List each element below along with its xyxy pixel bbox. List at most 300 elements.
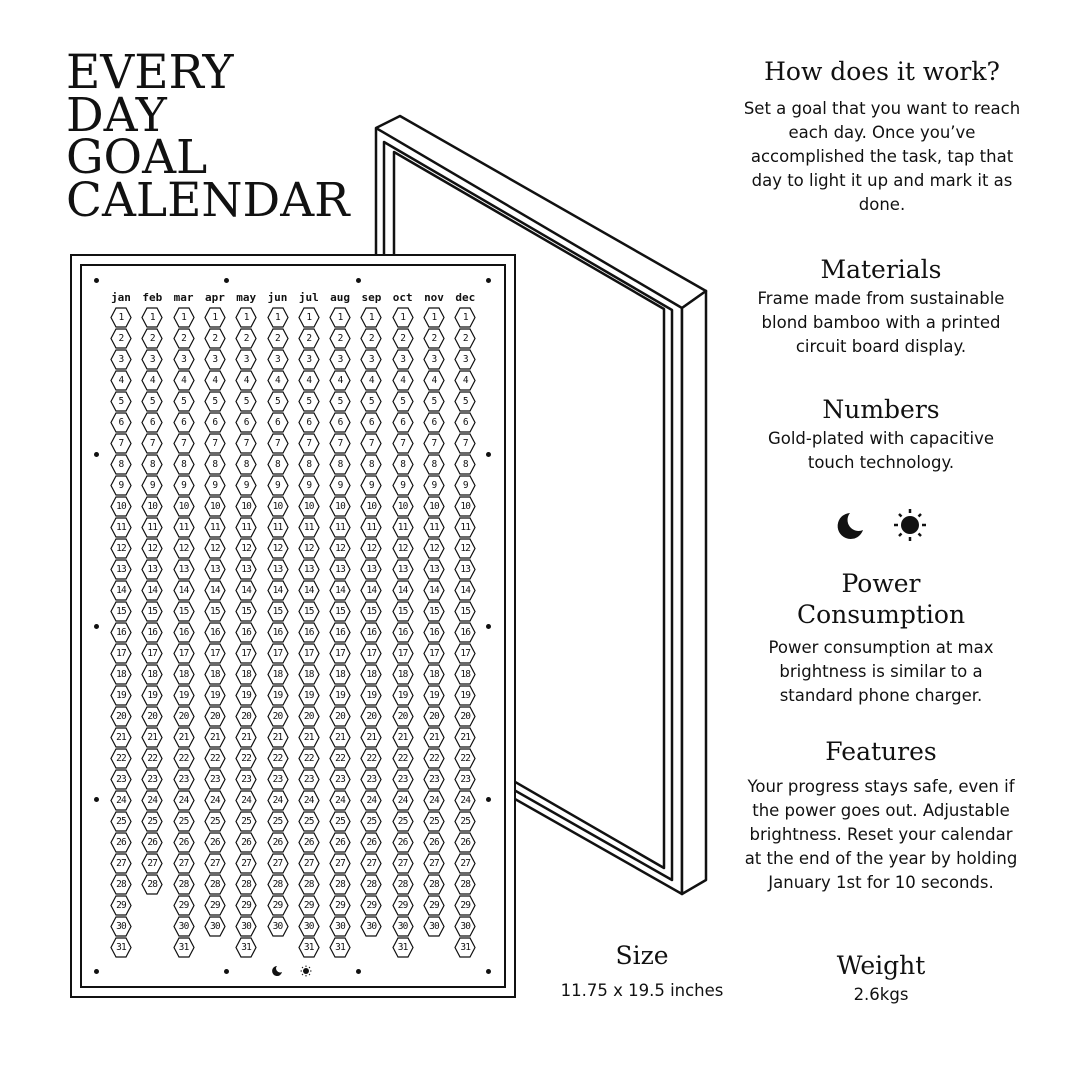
day-button[interactable] bbox=[235, 370, 257, 391]
day-button[interactable] bbox=[173, 433, 195, 454]
day-button[interactable] bbox=[423, 853, 445, 874]
day-button[interactable] bbox=[360, 748, 382, 769]
day-button[interactable] bbox=[360, 790, 382, 811]
day-button[interactable] bbox=[141, 454, 163, 475]
day-button[interactable] bbox=[298, 874, 320, 895]
day-button[interactable] bbox=[298, 916, 320, 937]
day-button[interactable] bbox=[173, 559, 195, 580]
day-button[interactable] bbox=[329, 559, 351, 580]
day-button[interactable] bbox=[392, 685, 414, 706]
day-button[interactable] bbox=[173, 895, 195, 916]
day-button[interactable] bbox=[267, 391, 289, 412]
day-button[interactable] bbox=[423, 811, 445, 832]
day-button[interactable] bbox=[423, 580, 445, 601]
day-button[interactable] bbox=[204, 496, 226, 517]
day-button[interactable] bbox=[392, 412, 414, 433]
day-button[interactable] bbox=[110, 874, 132, 895]
day-button[interactable] bbox=[392, 769, 414, 790]
day-button[interactable] bbox=[454, 706, 476, 727]
day-button[interactable] bbox=[235, 811, 257, 832]
day-button[interactable] bbox=[329, 328, 351, 349]
day-button[interactable] bbox=[173, 370, 195, 391]
day-button[interactable] bbox=[454, 559, 476, 580]
day-button[interactable] bbox=[298, 811, 320, 832]
day-button[interactable] bbox=[392, 853, 414, 874]
day-button[interactable] bbox=[360, 538, 382, 559]
day-button[interactable] bbox=[204, 811, 226, 832]
day-button[interactable] bbox=[423, 328, 445, 349]
day-button[interactable] bbox=[454, 517, 476, 538]
day-button[interactable] bbox=[235, 832, 257, 853]
day-button[interactable] bbox=[329, 748, 351, 769]
day-button[interactable] bbox=[360, 517, 382, 538]
day-button[interactable] bbox=[173, 580, 195, 601]
day-button[interactable] bbox=[360, 601, 382, 622]
day-button[interactable] bbox=[298, 727, 320, 748]
day-button[interactable] bbox=[204, 622, 226, 643]
day-button[interactable] bbox=[360, 475, 382, 496]
day-button[interactable] bbox=[235, 664, 257, 685]
day-button[interactable] bbox=[329, 475, 351, 496]
day-button[interactable] bbox=[423, 769, 445, 790]
day-button[interactable] bbox=[110, 454, 132, 475]
day-button[interactable] bbox=[329, 937, 351, 958]
day-button[interactable] bbox=[235, 916, 257, 937]
day-button[interactable] bbox=[110, 769, 132, 790]
day-button[interactable] bbox=[267, 601, 289, 622]
day-button[interactable] bbox=[329, 370, 351, 391]
day-button[interactable] bbox=[329, 727, 351, 748]
day-button[interactable] bbox=[392, 664, 414, 685]
day-button[interactable] bbox=[392, 622, 414, 643]
day-button[interactable] bbox=[298, 475, 320, 496]
day-button[interactable] bbox=[267, 685, 289, 706]
day-button[interactable] bbox=[392, 937, 414, 958]
day-button[interactable] bbox=[110, 664, 132, 685]
day-button[interactable] bbox=[423, 727, 445, 748]
day-button[interactable] bbox=[235, 685, 257, 706]
day-button[interactable] bbox=[360, 622, 382, 643]
day-button[interactable] bbox=[204, 832, 226, 853]
day-button[interactable] bbox=[329, 853, 351, 874]
day-button[interactable] bbox=[360, 727, 382, 748]
day-button[interactable] bbox=[267, 748, 289, 769]
day-button[interactable] bbox=[298, 664, 320, 685]
day-button[interactable] bbox=[298, 601, 320, 622]
day-button[interactable] bbox=[173, 769, 195, 790]
day-button[interactable] bbox=[360, 874, 382, 895]
day-button[interactable] bbox=[329, 496, 351, 517]
day-button[interactable] bbox=[298, 412, 320, 433]
day-button[interactable] bbox=[454, 832, 476, 853]
day-button[interactable] bbox=[204, 790, 226, 811]
sun-icon[interactable] bbox=[300, 964, 312, 982]
day-button[interactable] bbox=[298, 937, 320, 958]
day-button[interactable] bbox=[173, 454, 195, 475]
day-button[interactable] bbox=[204, 895, 226, 916]
day-button[interactable] bbox=[329, 790, 351, 811]
day-button[interactable] bbox=[360, 769, 382, 790]
day-button[interactable] bbox=[267, 853, 289, 874]
day-button[interactable] bbox=[329, 706, 351, 727]
day-button[interactable] bbox=[423, 685, 445, 706]
day-button[interactable] bbox=[329, 433, 351, 454]
day-button[interactable] bbox=[392, 517, 414, 538]
day-button[interactable] bbox=[360, 832, 382, 853]
day-button[interactable] bbox=[204, 643, 226, 664]
day-button[interactable] bbox=[235, 433, 257, 454]
day-button[interactable] bbox=[423, 706, 445, 727]
day-button[interactable] bbox=[173, 664, 195, 685]
day-button[interactable] bbox=[141, 412, 163, 433]
day-button[interactable] bbox=[173, 307, 195, 328]
day-button[interactable] bbox=[110, 412, 132, 433]
day-button[interactable] bbox=[298, 349, 320, 370]
day-button[interactable] bbox=[110, 391, 132, 412]
day-button[interactable] bbox=[360, 391, 382, 412]
day-button[interactable] bbox=[235, 412, 257, 433]
day-button[interactable] bbox=[392, 811, 414, 832]
day-button[interactable] bbox=[360, 664, 382, 685]
day-button[interactable] bbox=[298, 832, 320, 853]
day-button[interactable] bbox=[454, 328, 476, 349]
day-button[interactable] bbox=[204, 454, 226, 475]
day-button[interactable] bbox=[110, 328, 132, 349]
day-button[interactable] bbox=[454, 454, 476, 475]
day-button[interactable] bbox=[110, 853, 132, 874]
day-button[interactable] bbox=[298, 643, 320, 664]
day-button[interactable] bbox=[454, 370, 476, 391]
day-button[interactable] bbox=[329, 412, 351, 433]
day-button[interactable] bbox=[267, 727, 289, 748]
day-button[interactable] bbox=[360, 307, 382, 328]
day-button[interactable] bbox=[392, 748, 414, 769]
day-button[interactable] bbox=[423, 916, 445, 937]
day-button[interactable] bbox=[141, 307, 163, 328]
day-button[interactable] bbox=[360, 433, 382, 454]
day-button[interactable] bbox=[173, 391, 195, 412]
day-button[interactable] bbox=[298, 769, 320, 790]
day-button[interactable] bbox=[204, 307, 226, 328]
day-button[interactable] bbox=[173, 517, 195, 538]
day-button[interactable] bbox=[235, 517, 257, 538]
day-button[interactable] bbox=[423, 517, 445, 538]
day-button[interactable] bbox=[423, 307, 445, 328]
day-button[interactable] bbox=[235, 937, 257, 958]
day-button[interactable] bbox=[423, 496, 445, 517]
day-button[interactable] bbox=[454, 391, 476, 412]
day-button[interactable] bbox=[454, 433, 476, 454]
day-button[interactable] bbox=[204, 349, 226, 370]
day-button[interactable] bbox=[423, 370, 445, 391]
day-button[interactable] bbox=[204, 727, 226, 748]
day-button[interactable] bbox=[267, 559, 289, 580]
day-button[interactable] bbox=[173, 706, 195, 727]
day-button[interactable] bbox=[141, 727, 163, 748]
day-button[interactable] bbox=[204, 580, 226, 601]
day-button[interactable] bbox=[423, 601, 445, 622]
day-button[interactable] bbox=[329, 580, 351, 601]
day-button[interactable] bbox=[392, 391, 414, 412]
day-button[interactable] bbox=[392, 454, 414, 475]
day-button[interactable] bbox=[298, 559, 320, 580]
day-button[interactable] bbox=[267, 307, 289, 328]
day-button[interactable] bbox=[141, 559, 163, 580]
day-button[interactable] bbox=[360, 412, 382, 433]
day-button[interactable] bbox=[173, 538, 195, 559]
day-button[interactable] bbox=[267, 664, 289, 685]
day-button[interactable] bbox=[267, 895, 289, 916]
day-button[interactable] bbox=[298, 454, 320, 475]
day-button[interactable] bbox=[360, 349, 382, 370]
day-button[interactable] bbox=[454, 475, 476, 496]
day-button[interactable] bbox=[298, 790, 320, 811]
day-button[interactable] bbox=[329, 832, 351, 853]
day-button[interactable] bbox=[423, 643, 445, 664]
day-button[interactable] bbox=[141, 664, 163, 685]
day-button[interactable] bbox=[110, 496, 132, 517]
day-button[interactable] bbox=[423, 790, 445, 811]
day-button[interactable] bbox=[454, 895, 476, 916]
day-button[interactable] bbox=[141, 874, 163, 895]
day-button[interactable] bbox=[110, 937, 132, 958]
day-button[interactable] bbox=[298, 433, 320, 454]
day-button[interactable] bbox=[298, 748, 320, 769]
day-button[interactable] bbox=[235, 538, 257, 559]
day-button[interactable] bbox=[329, 874, 351, 895]
day-button[interactable] bbox=[110, 370, 132, 391]
day-button[interactable] bbox=[360, 328, 382, 349]
day-button[interactable] bbox=[204, 748, 226, 769]
day-button[interactable] bbox=[454, 937, 476, 958]
day-button[interactable] bbox=[454, 811, 476, 832]
day-button[interactable] bbox=[204, 706, 226, 727]
day-button[interactable] bbox=[173, 412, 195, 433]
day-button[interactable] bbox=[360, 454, 382, 475]
day-button[interactable] bbox=[204, 538, 226, 559]
day-button[interactable] bbox=[454, 664, 476, 685]
day-button[interactable] bbox=[392, 895, 414, 916]
day-button[interactable] bbox=[110, 538, 132, 559]
day-button[interactable] bbox=[329, 391, 351, 412]
day-button[interactable] bbox=[360, 811, 382, 832]
day-button[interactable] bbox=[454, 853, 476, 874]
day-button[interactable] bbox=[454, 349, 476, 370]
day-button[interactable] bbox=[204, 370, 226, 391]
day-button[interactable] bbox=[267, 769, 289, 790]
day-button[interactable] bbox=[173, 937, 195, 958]
day-button[interactable] bbox=[454, 643, 476, 664]
day-button[interactable] bbox=[423, 412, 445, 433]
day-button[interactable] bbox=[235, 895, 257, 916]
day-button[interactable] bbox=[110, 706, 132, 727]
day-button[interactable] bbox=[392, 916, 414, 937]
day-button[interactable] bbox=[204, 475, 226, 496]
day-button[interactable] bbox=[454, 601, 476, 622]
day-button[interactable] bbox=[267, 517, 289, 538]
day-button[interactable] bbox=[329, 769, 351, 790]
day-button[interactable] bbox=[329, 622, 351, 643]
day-button[interactable] bbox=[141, 811, 163, 832]
day-button[interactable] bbox=[267, 832, 289, 853]
day-button[interactable] bbox=[141, 601, 163, 622]
day-button[interactable] bbox=[235, 706, 257, 727]
day-button[interactable] bbox=[392, 349, 414, 370]
day-button[interactable] bbox=[235, 475, 257, 496]
day-button[interactable] bbox=[392, 601, 414, 622]
day-button[interactable] bbox=[329, 895, 351, 916]
day-button[interactable] bbox=[360, 706, 382, 727]
day-button[interactable] bbox=[360, 580, 382, 601]
day-button[interactable] bbox=[423, 832, 445, 853]
day-button[interactable] bbox=[235, 391, 257, 412]
day-button[interactable] bbox=[454, 748, 476, 769]
day-button[interactable] bbox=[298, 685, 320, 706]
day-button[interactable] bbox=[141, 643, 163, 664]
day-button[interactable] bbox=[110, 811, 132, 832]
day-button[interactable] bbox=[235, 769, 257, 790]
day-button[interactable] bbox=[329, 349, 351, 370]
day-button[interactable] bbox=[392, 328, 414, 349]
day-button[interactable] bbox=[235, 601, 257, 622]
day-button[interactable] bbox=[141, 853, 163, 874]
day-button[interactable] bbox=[110, 748, 132, 769]
day-button[interactable] bbox=[392, 538, 414, 559]
day-button[interactable] bbox=[298, 580, 320, 601]
day-button[interactable] bbox=[423, 559, 445, 580]
day-button[interactable] bbox=[392, 496, 414, 517]
day-button[interactable] bbox=[454, 412, 476, 433]
day-button[interactable] bbox=[173, 349, 195, 370]
day-button[interactable] bbox=[235, 622, 257, 643]
day-button[interactable] bbox=[141, 370, 163, 391]
day-button[interactable] bbox=[235, 328, 257, 349]
day-button[interactable] bbox=[204, 853, 226, 874]
day-button[interactable] bbox=[110, 307, 132, 328]
day-button[interactable] bbox=[360, 643, 382, 664]
day-button[interactable] bbox=[298, 853, 320, 874]
day-button[interactable] bbox=[392, 433, 414, 454]
day-button[interactable] bbox=[267, 454, 289, 475]
day-button[interactable] bbox=[173, 748, 195, 769]
day-button[interactable] bbox=[267, 874, 289, 895]
day-button[interactable] bbox=[329, 643, 351, 664]
day-button[interactable] bbox=[267, 496, 289, 517]
day-button[interactable] bbox=[173, 811, 195, 832]
day-button[interactable] bbox=[423, 391, 445, 412]
day-button[interactable] bbox=[423, 664, 445, 685]
day-button[interactable] bbox=[267, 475, 289, 496]
day-button[interactable] bbox=[173, 727, 195, 748]
day-button[interactable] bbox=[423, 454, 445, 475]
day-button[interactable] bbox=[423, 874, 445, 895]
day-button[interactable] bbox=[110, 916, 132, 937]
day-button[interactable] bbox=[454, 307, 476, 328]
day-button[interactable] bbox=[298, 895, 320, 916]
day-button[interactable] bbox=[298, 496, 320, 517]
day-button[interactable] bbox=[110, 790, 132, 811]
day-button[interactable] bbox=[454, 727, 476, 748]
day-button[interactable] bbox=[204, 412, 226, 433]
day-button[interactable] bbox=[204, 685, 226, 706]
day-button[interactable] bbox=[454, 580, 476, 601]
day-button[interactable] bbox=[110, 727, 132, 748]
day-button[interactable] bbox=[235, 580, 257, 601]
day-button[interactable] bbox=[329, 685, 351, 706]
day-button[interactable] bbox=[267, 916, 289, 937]
day-button[interactable] bbox=[141, 328, 163, 349]
day-button[interactable] bbox=[204, 601, 226, 622]
day-button[interactable] bbox=[454, 874, 476, 895]
day-button[interactable] bbox=[267, 538, 289, 559]
day-button[interactable] bbox=[235, 559, 257, 580]
day-button[interactable] bbox=[267, 412, 289, 433]
day-button[interactable] bbox=[267, 349, 289, 370]
day-button[interactable] bbox=[110, 559, 132, 580]
day-button[interactable] bbox=[360, 916, 382, 937]
day-button[interactable] bbox=[235, 496, 257, 517]
day-button[interactable] bbox=[392, 727, 414, 748]
day-button[interactable] bbox=[141, 496, 163, 517]
day-button[interactable] bbox=[267, 370, 289, 391]
day-button[interactable] bbox=[110, 685, 132, 706]
day-button[interactable] bbox=[298, 622, 320, 643]
day-button[interactable] bbox=[110, 433, 132, 454]
day-button[interactable] bbox=[392, 370, 414, 391]
day-button[interactable] bbox=[360, 496, 382, 517]
day-button[interactable] bbox=[392, 580, 414, 601]
day-button[interactable] bbox=[267, 706, 289, 727]
day-button[interactable] bbox=[454, 790, 476, 811]
day-button[interactable] bbox=[141, 433, 163, 454]
day-button[interactable] bbox=[173, 874, 195, 895]
day-button[interactable] bbox=[110, 475, 132, 496]
day-button[interactable] bbox=[141, 580, 163, 601]
day-button[interactable] bbox=[329, 664, 351, 685]
day-button[interactable] bbox=[298, 307, 320, 328]
day-button[interactable] bbox=[392, 832, 414, 853]
day-button[interactable] bbox=[173, 685, 195, 706]
day-button[interactable] bbox=[141, 622, 163, 643]
day-button[interactable] bbox=[141, 538, 163, 559]
day-button[interactable] bbox=[141, 349, 163, 370]
day-button[interactable] bbox=[392, 307, 414, 328]
day-button[interactable] bbox=[329, 601, 351, 622]
day-button[interactable] bbox=[235, 790, 257, 811]
day-button[interactable] bbox=[298, 517, 320, 538]
day-button[interactable] bbox=[235, 454, 257, 475]
day-button[interactable] bbox=[141, 769, 163, 790]
day-button[interactable] bbox=[454, 622, 476, 643]
day-button[interactable] bbox=[423, 475, 445, 496]
day-button[interactable] bbox=[329, 307, 351, 328]
day-button[interactable] bbox=[235, 307, 257, 328]
day-button[interactable] bbox=[173, 475, 195, 496]
day-button[interactable] bbox=[110, 622, 132, 643]
day-button[interactable] bbox=[235, 643, 257, 664]
day-button[interactable] bbox=[267, 643, 289, 664]
day-button[interactable] bbox=[235, 853, 257, 874]
day-button[interactable] bbox=[423, 538, 445, 559]
day-button[interactable] bbox=[204, 433, 226, 454]
day-button[interactable] bbox=[141, 832, 163, 853]
day-button[interactable] bbox=[360, 853, 382, 874]
day-button[interactable] bbox=[423, 433, 445, 454]
day-button[interactable] bbox=[110, 832, 132, 853]
day-button[interactable] bbox=[173, 790, 195, 811]
day-button[interactable] bbox=[329, 538, 351, 559]
day-button[interactable] bbox=[204, 916, 226, 937]
